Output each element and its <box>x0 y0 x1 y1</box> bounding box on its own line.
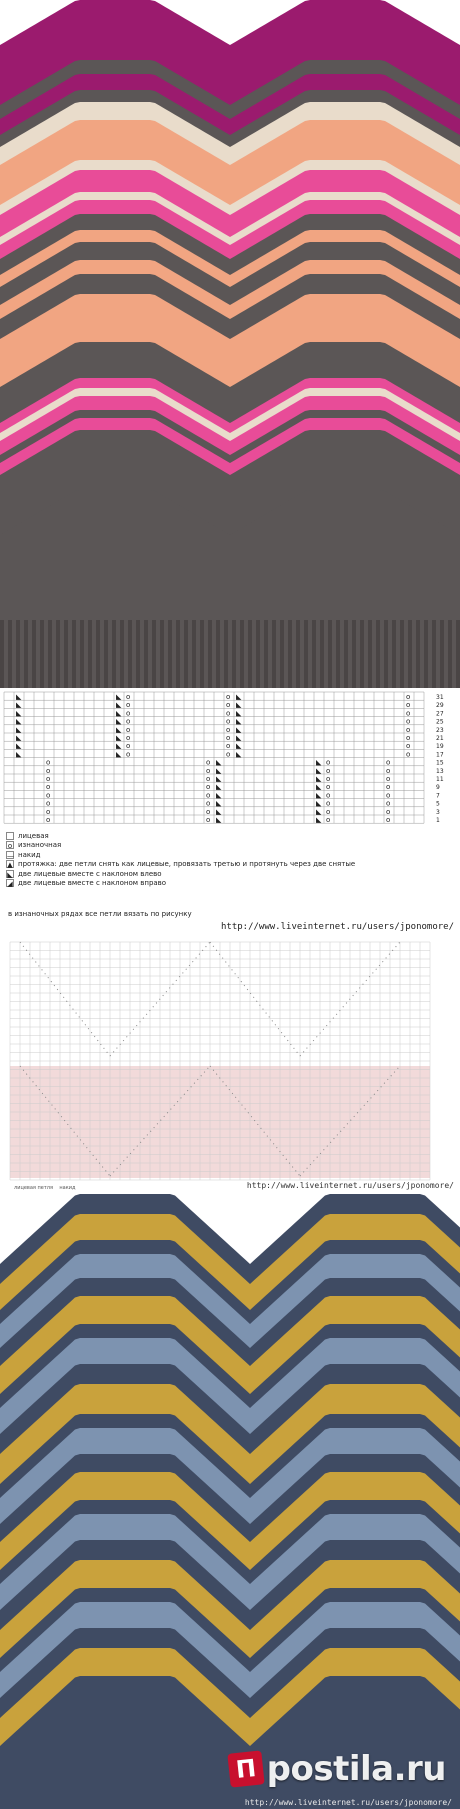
stitch-symbol: o <box>206 807 211 816</box>
ribbing-stitch <box>456 620 460 688</box>
ribbing-stitch <box>392 620 396 688</box>
ribbing-stitch <box>24 620 28 688</box>
stitch-symbol: o <box>386 807 391 816</box>
ribbing-stitch <box>0 620 4 688</box>
ribbing-stitch <box>232 620 236 688</box>
legend-row <box>6 850 454 860</box>
ribbing-stitch <box>416 620 420 688</box>
stitch-symbol: ◣ <box>236 742 242 751</box>
stitch-symbol: ◣ <box>16 717 22 726</box>
stitch-symbol: ◣ <box>216 758 222 767</box>
stitch-symbol: ◣ <box>16 725 22 734</box>
stitch-symbol: o <box>326 783 331 792</box>
source-url: http://www.liveinternet.ru/users/jponomore/ <box>244 1798 452 1807</box>
stitch-symbol: o <box>326 816 331 824</box>
centered-decrease-symbol: ▲ <box>7 861 13 870</box>
ribbing-stitch <box>32 620 36 688</box>
stitch-symbol: o <box>406 709 411 718</box>
row-number: 25 <box>436 718 444 726</box>
stitch-symbol: ◣ <box>116 717 122 726</box>
legend-label: две лицевые вместе с наклоном вправо <box>18 879 167 888</box>
chart2-grid <box>0 936 460 1194</box>
legend-row <box>6 831 454 841</box>
yarn-over-symbol: — <box>7 851 14 860</box>
ribbing-stitch <box>272 620 276 688</box>
stitch-symbol: o <box>386 758 391 767</box>
ribbing-stitch <box>424 620 428 688</box>
ribbing-stitch <box>128 620 132 688</box>
ribbing-stitch <box>200 620 204 688</box>
stitch-symbol: ◣ <box>16 701 22 710</box>
stitch-symbol: o <box>126 717 131 726</box>
stitch-symbol: o <box>206 791 211 800</box>
chart-note: в изнаночных рядах все петли вязать по рисунку <box>8 910 192 918</box>
stitch-symbol: o <box>386 783 391 792</box>
ribbing-stitch <box>144 620 148 688</box>
watermark-text: postila.ru <box>266 1749 446 1789</box>
row-number: 9 <box>436 784 440 792</box>
stitch-symbol: o <box>386 766 391 775</box>
ribbing-stitch <box>216 620 220 688</box>
stitch-symbol: ◣ <box>316 791 322 800</box>
ribbing-stitch <box>208 620 212 688</box>
stitch-symbol: ◣ <box>16 693 22 701</box>
stitch-symbol: o <box>386 791 391 800</box>
stitch-symbol: o <box>226 734 231 742</box>
ribbing-stitch <box>352 620 356 688</box>
stitch-symbol: o <box>126 709 131 718</box>
stitch-symbol: ◣ <box>16 709 22 718</box>
legend-row <box>6 841 454 851</box>
stitch-symbol: o <box>386 816 391 824</box>
stitch-symbol: ◣ <box>116 725 122 734</box>
ribbing-stitch <box>448 620 452 688</box>
ribbing-stitch <box>440 620 444 688</box>
left-decrease-symbol: ◣ <box>7 870 13 879</box>
legend-label: лицевая петля <box>14 1185 53 1191</box>
ribbing-stitch <box>224 620 228 688</box>
row-number: 3 <box>436 808 440 816</box>
stitch-symbol: o <box>406 734 411 742</box>
stitch-symbol: o <box>226 725 231 734</box>
stitch-symbol: ◣ <box>316 758 322 767</box>
stitch-symbol: o <box>406 750 411 759</box>
ribbing-stitch <box>376 620 380 688</box>
stitch-symbol: o <box>206 816 211 824</box>
knitting-chart-2 <box>0 936 460 1194</box>
ribbing-stitch <box>80 620 84 688</box>
stitch-symbol: ◣ <box>316 766 322 775</box>
stitch-symbol: o <box>126 725 131 734</box>
stitch-symbol: ◣ <box>216 766 222 775</box>
stitch-symbol: o <box>206 766 211 775</box>
source-url: http://www.liveinternet.ru/users/jponomore/ <box>221 922 454 932</box>
stitch-symbol: ◣ <box>116 742 122 751</box>
stitch-symbol: ◣ <box>216 775 222 783</box>
ribbing-stitch <box>96 620 100 688</box>
stitch-symbol: ◣ <box>236 717 242 726</box>
stitch-symbol: o <box>386 799 391 808</box>
stitch-symbol: ◣ <box>316 816 322 824</box>
chart-legend <box>6 831 454 888</box>
ribbing-stitch <box>112 620 116 688</box>
stitch-symbol: ◣ <box>16 750 22 759</box>
stitch-symbol: ◣ <box>116 734 122 742</box>
ribbing-stitch <box>152 620 156 688</box>
stitch-symbol: ◣ <box>236 725 242 734</box>
ribbing-stitch <box>320 620 324 688</box>
stitch-symbol: ◣ <box>216 816 222 824</box>
stitch-symbol: ◣ <box>236 693 242 701</box>
ribbing-stitch <box>248 620 252 688</box>
ribbing-stitch <box>432 620 436 688</box>
knitted-chevron-image-bottom <box>0 1194 460 1809</box>
stitch-symbol: ◣ <box>216 807 222 816</box>
stitch-symbol: o <box>386 775 391 783</box>
stitch-symbol: o <box>46 766 51 775</box>
ribbing-stitch <box>384 620 388 688</box>
ribbing-stitch <box>264 620 268 688</box>
ribbing-stitch <box>400 620 404 688</box>
row-number: 1 <box>436 817 440 824</box>
row-number: 29 <box>436 702 444 710</box>
stitch-symbol: o <box>126 742 131 751</box>
row-number: 21 <box>436 735 444 742</box>
ribbing-stitch <box>304 620 308 688</box>
stitch-symbol: ◣ <box>16 742 22 751</box>
row-number: 23 <box>436 726 444 734</box>
purl-stitch-symbol: о <box>7 842 13 851</box>
ribbing-stitch <box>72 620 76 688</box>
stitch-symbol: o <box>326 766 331 775</box>
ribbing-stitch <box>328 620 332 688</box>
stitch-symbol: o <box>406 717 411 726</box>
stitch-symbol: ◣ <box>236 709 242 718</box>
stitch-symbol: o <box>46 799 51 808</box>
knitted-photo-bottom <box>0 1194 460 1809</box>
stitch-symbol: o <box>406 725 411 734</box>
row-number: 13 <box>436 767 444 775</box>
stitch-symbol: ◣ <box>316 783 322 792</box>
ribbing-stitch <box>40 620 44 688</box>
ribbing-stitch <box>296 620 300 688</box>
stitch-symbol: o <box>46 791 51 800</box>
stitch-symbol: o <box>126 734 131 742</box>
ribbing-stitch <box>336 620 340 688</box>
stitch-symbol: ◣ <box>216 783 222 792</box>
stitch-symbol: ◣ <box>236 734 242 742</box>
legend-label: лицевая <box>18 831 49 840</box>
row-number: 5 <box>436 800 440 808</box>
stitch-symbol: o <box>126 693 131 701</box>
ribbing-stitch <box>168 620 172 688</box>
row-number: 31 <box>436 694 444 701</box>
ribbing-stitch <box>160 620 164 688</box>
ribbing-stitch <box>64 620 68 688</box>
stitch-symbol: o <box>206 783 211 792</box>
ribbing-stitch <box>136 620 140 688</box>
ribbing-stitch <box>48 620 52 688</box>
ribbing-stitch <box>408 620 412 688</box>
knitted-photo-top <box>0 0 460 688</box>
ribbing-stitch <box>184 620 188 688</box>
row-number: 17 <box>436 751 444 759</box>
stitch-symbol: ◣ <box>116 701 122 710</box>
stitch-symbol: ◣ <box>116 709 122 718</box>
stitch-symbol: o <box>406 693 411 701</box>
ribbing-stitch <box>256 620 260 688</box>
ribbing-stitch <box>56 620 60 688</box>
legend-label: накид <box>59 1185 76 1191</box>
stitch-symbol: ◣ <box>316 775 322 783</box>
stitch-symbol: o <box>226 717 231 726</box>
stitch-symbol: o <box>226 742 231 751</box>
legend-label: изнаночная <box>18 841 62 850</box>
stitch-symbol: o <box>126 750 131 759</box>
row-number: 27 <box>436 710 444 718</box>
right-decrease-symbol: ◢ <box>7 880 13 889</box>
chart1-grid <box>0 688 460 828</box>
stitch-symbol: o <box>226 701 231 710</box>
ribbing-stitch <box>344 620 348 688</box>
stitch-symbol: o <box>326 791 331 800</box>
ribbing-stitch <box>8 620 12 688</box>
stitch-symbol: o <box>46 816 51 824</box>
row-number: 19 <box>436 743 444 751</box>
stitch-symbol: o <box>406 701 411 710</box>
legend-label: протяжка: две петли снять как лицевые, провязать третью и протянуть через две снятые <box>18 860 356 869</box>
stitch-symbol: ◣ <box>216 799 222 808</box>
stitch-symbol: ◣ <box>236 750 242 759</box>
stitch-symbol: o <box>206 758 211 767</box>
ribbing-stitch <box>288 620 292 688</box>
ribbing-stitch <box>16 620 20 688</box>
ribbing-stitch <box>368 620 372 688</box>
ribbing-stitch <box>280 620 284 688</box>
row-number: 11 <box>436 776 444 783</box>
stitch-symbol: o <box>326 758 331 767</box>
ribbing-stitch <box>312 620 316 688</box>
stitch-symbol: o <box>46 807 51 816</box>
knitting-chart-1 <box>0 688 460 936</box>
stitch-symbol: ◣ <box>116 750 122 759</box>
legend-row <box>6 879 454 889</box>
stitch-symbol: ◣ <box>316 799 322 808</box>
ribbing-stitch <box>104 620 108 688</box>
ribbing-stitch <box>192 620 196 688</box>
stitch-symbol: ◣ <box>216 791 222 800</box>
stitch-symbol: o <box>126 701 131 710</box>
ribbing-stitch <box>240 620 244 688</box>
postila-logo-icon: П <box>227 1750 264 1787</box>
stitch-symbol: o <box>406 742 411 751</box>
stitch-symbol: o <box>46 758 51 767</box>
stitch-symbol: o <box>326 799 331 808</box>
legend-row <box>6 860 454 870</box>
stitch-symbol: ◣ <box>236 701 242 710</box>
knitted-chevron-image-top <box>0 0 460 688</box>
stitch-symbol: o <box>326 807 331 816</box>
chart2-legend <box>14 1185 75 1191</box>
ribbing-stitch <box>176 620 180 688</box>
stitch-symbol: o <box>46 775 51 783</box>
ribbing-stitch <box>120 620 124 688</box>
stitch-symbol: ◣ <box>116 693 122 701</box>
stitch-symbol: ◣ <box>16 734 22 742</box>
stitch-symbol: o <box>226 750 231 759</box>
source-url: http://www.liveinternet.ru/users/jponomore/ <box>246 1181 454 1190</box>
row-number: 7 <box>436 792 440 800</box>
legend-row <box>6 869 454 879</box>
stitch-symbol: o <box>226 709 231 718</box>
stitch-symbol: o <box>326 775 331 783</box>
row-number: 15 <box>436 759 444 767</box>
ribbing-stitch <box>360 620 364 688</box>
postila-watermark <box>229 1749 446 1789</box>
stitch-symbol: o <box>206 775 211 783</box>
ribbing-stitch <box>88 620 92 688</box>
stitch-symbol: ◣ <box>316 807 322 816</box>
knit-stitch-symbol <box>6 832 14 840</box>
legend-label: две лицевые вместе с наклоном влево <box>18 869 162 878</box>
legend-label: накид <box>18 850 41 859</box>
stitch-symbol: o <box>206 799 211 808</box>
stitch-symbol: o <box>46 783 51 792</box>
stitch-symbol: o <box>226 693 231 701</box>
